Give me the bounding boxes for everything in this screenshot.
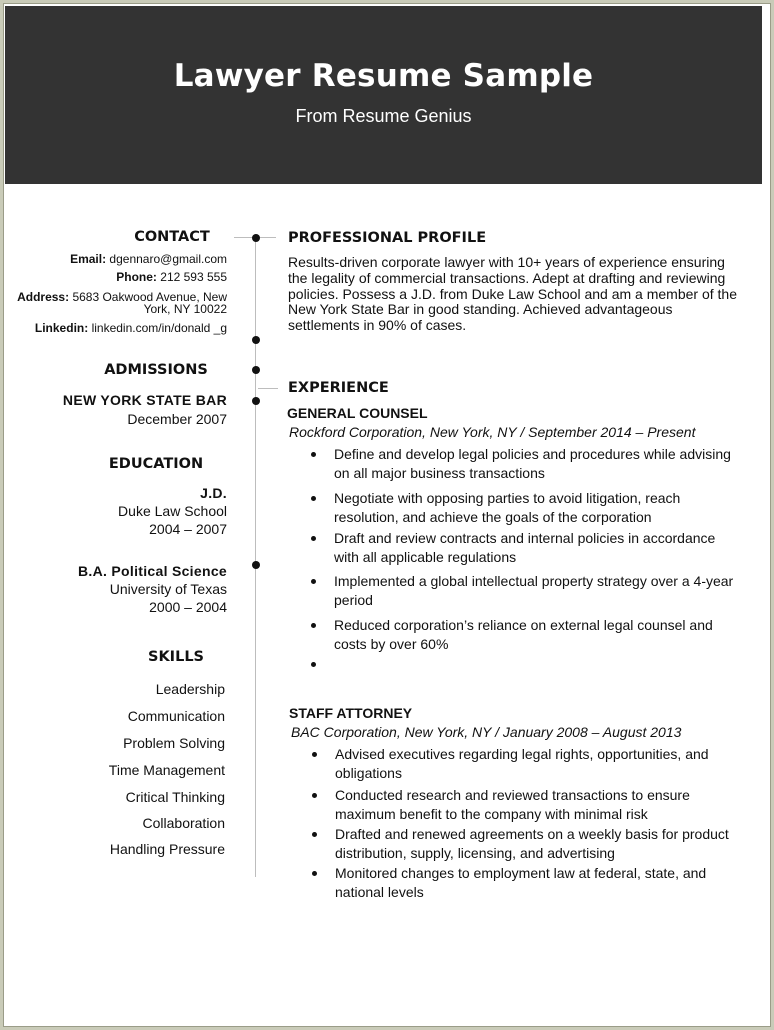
education-school: University of Texas <box>109 581 227 597</box>
job-bullet: Monitored changes to employment law at federal, state, and national levels <box>335 864 735 901</box>
experience-heading: EXPERIENCE <box>288 380 389 396</box>
phone-label: Phone: <box>116 270 157 284</box>
phone-value: 212 593 555 <box>160 270 227 284</box>
skill-item: Problem Solving <box>123 735 225 751</box>
contact-heading: CONTACT <box>134 229 210 245</box>
contact-email <box>70 252 227 266</box>
timeline-dot <box>252 561 260 569</box>
job-bullet: Advised executives regarding legal rights, opportunities, and obligations <box>335 745 735 782</box>
email-label: Email: <box>70 252 107 266</box>
skill-item: Leadership <box>155 681 225 697</box>
job-bullet: Implemented a global intellectual property strategy over a 4-year period <box>334 573 734 608</box>
profile-heading: PROFESSIONAL PROFILE <box>288 230 487 246</box>
profile-text: Results-driven corporate lawyer with 10+ years of experience ensuring the legality of commercial transactions. Adept at drafting and reviewing policies. Possess a J.D. from Duke Law School and am a member of the New York State Bar in good standing. Achieved advantageous settlements in 90% of cases. <box>288 254 737 334</box>
admissions-heading: ADMISSIONS <box>104 362 208 378</box>
address-line1: 5683 Oakwood Avenue, New <box>72 290 227 304</box>
job-title: GENERAL COUNSEL <box>287 405 428 421</box>
email-value[interactable]: dgennaro@gmail.com <box>109 252 227 266</box>
education-school: Duke Law School <box>118 503 227 519</box>
resume-subtitle: From Resume Genius <box>295 106 472 126</box>
job-title: STAFF ATTORNEY <box>289 705 413 721</box>
contact-phone <box>116 270 227 284</box>
skill-item: Time Management <box>108 762 225 778</box>
education-years: 2004 – 2007 <box>149 521 227 537</box>
job-bullet: Draft and review contracts and internal policies in accordance with all applicable regulations <box>334 529 734 566</box>
linkedin-label: Linkedin: <box>34 321 89 335</box>
job-bullet: Define and develop legal policies and procedures while advising on all major business transactions <box>334 445 734 482</box>
skill-item: Collaboration <box>142 815 225 831</box>
job-bullet: Conducted research and reviewed transactions to ensure maximum benefit to the company with minimal risk <box>335 786 735 823</box>
timeline-dot <box>252 397 260 405</box>
skill-item: Communication <box>127 708 225 724</box>
job-bullet: Reduced corporation’s reliance on external legal counsel and costs by over 60% <box>334 616 734 653</box>
timeline-dot <box>252 336 260 344</box>
address-label: Address: <box>17 290 70 304</box>
timeline-dot <box>252 234 260 242</box>
education-degree: B.A. Political Science <box>78 563 227 579</box>
admission-date: December 2007 <box>127 411 227 427</box>
resume-title: Lawyer Resume Sample <box>173 58 594 94</box>
contact-linkedin <box>35 321 227 335</box>
education-years: 2000 – 2004 <box>149 599 227 615</box>
timeline-line <box>255 235 256 877</box>
resume-header <box>5 6 762 184</box>
admission-name: NEW YORK STATE BAR <box>62 392 227 408</box>
job-meta: Rockford Corporation, New York, NY / September 2014 – Present <box>289 424 696 440</box>
skills-heading: SKILLS <box>148 649 204 665</box>
education-degree: J.D. <box>200 485 227 501</box>
linkedin-value[interactable]: linkedin.com/in/donald _g <box>91 321 227 335</box>
skill-item: Critical Thinking <box>125 789 225 805</box>
job-bullet: Negotiate with opposing parties to avoid litigation, reach resolution, and achieve the goals of the corporation <box>334 489 734 526</box>
job-bullet: Drafted and renewed agreements on a weekly basis for product distribution, supply, licensing, and advertising <box>335 825 735 862</box>
job-bullet-empty <box>334 655 734 673</box>
address-line2: York, NY 10022 <box>143 302 227 316</box>
timeline-connector <box>258 388 278 389</box>
job-meta: BAC Corporation, New York, NY / January 2008 – August 2013 <box>291 724 682 740</box>
education-heading: EDUCATION <box>108 456 204 472</box>
timeline-dot <box>252 366 260 374</box>
skill-item: Handling Pressure <box>109 841 225 857</box>
